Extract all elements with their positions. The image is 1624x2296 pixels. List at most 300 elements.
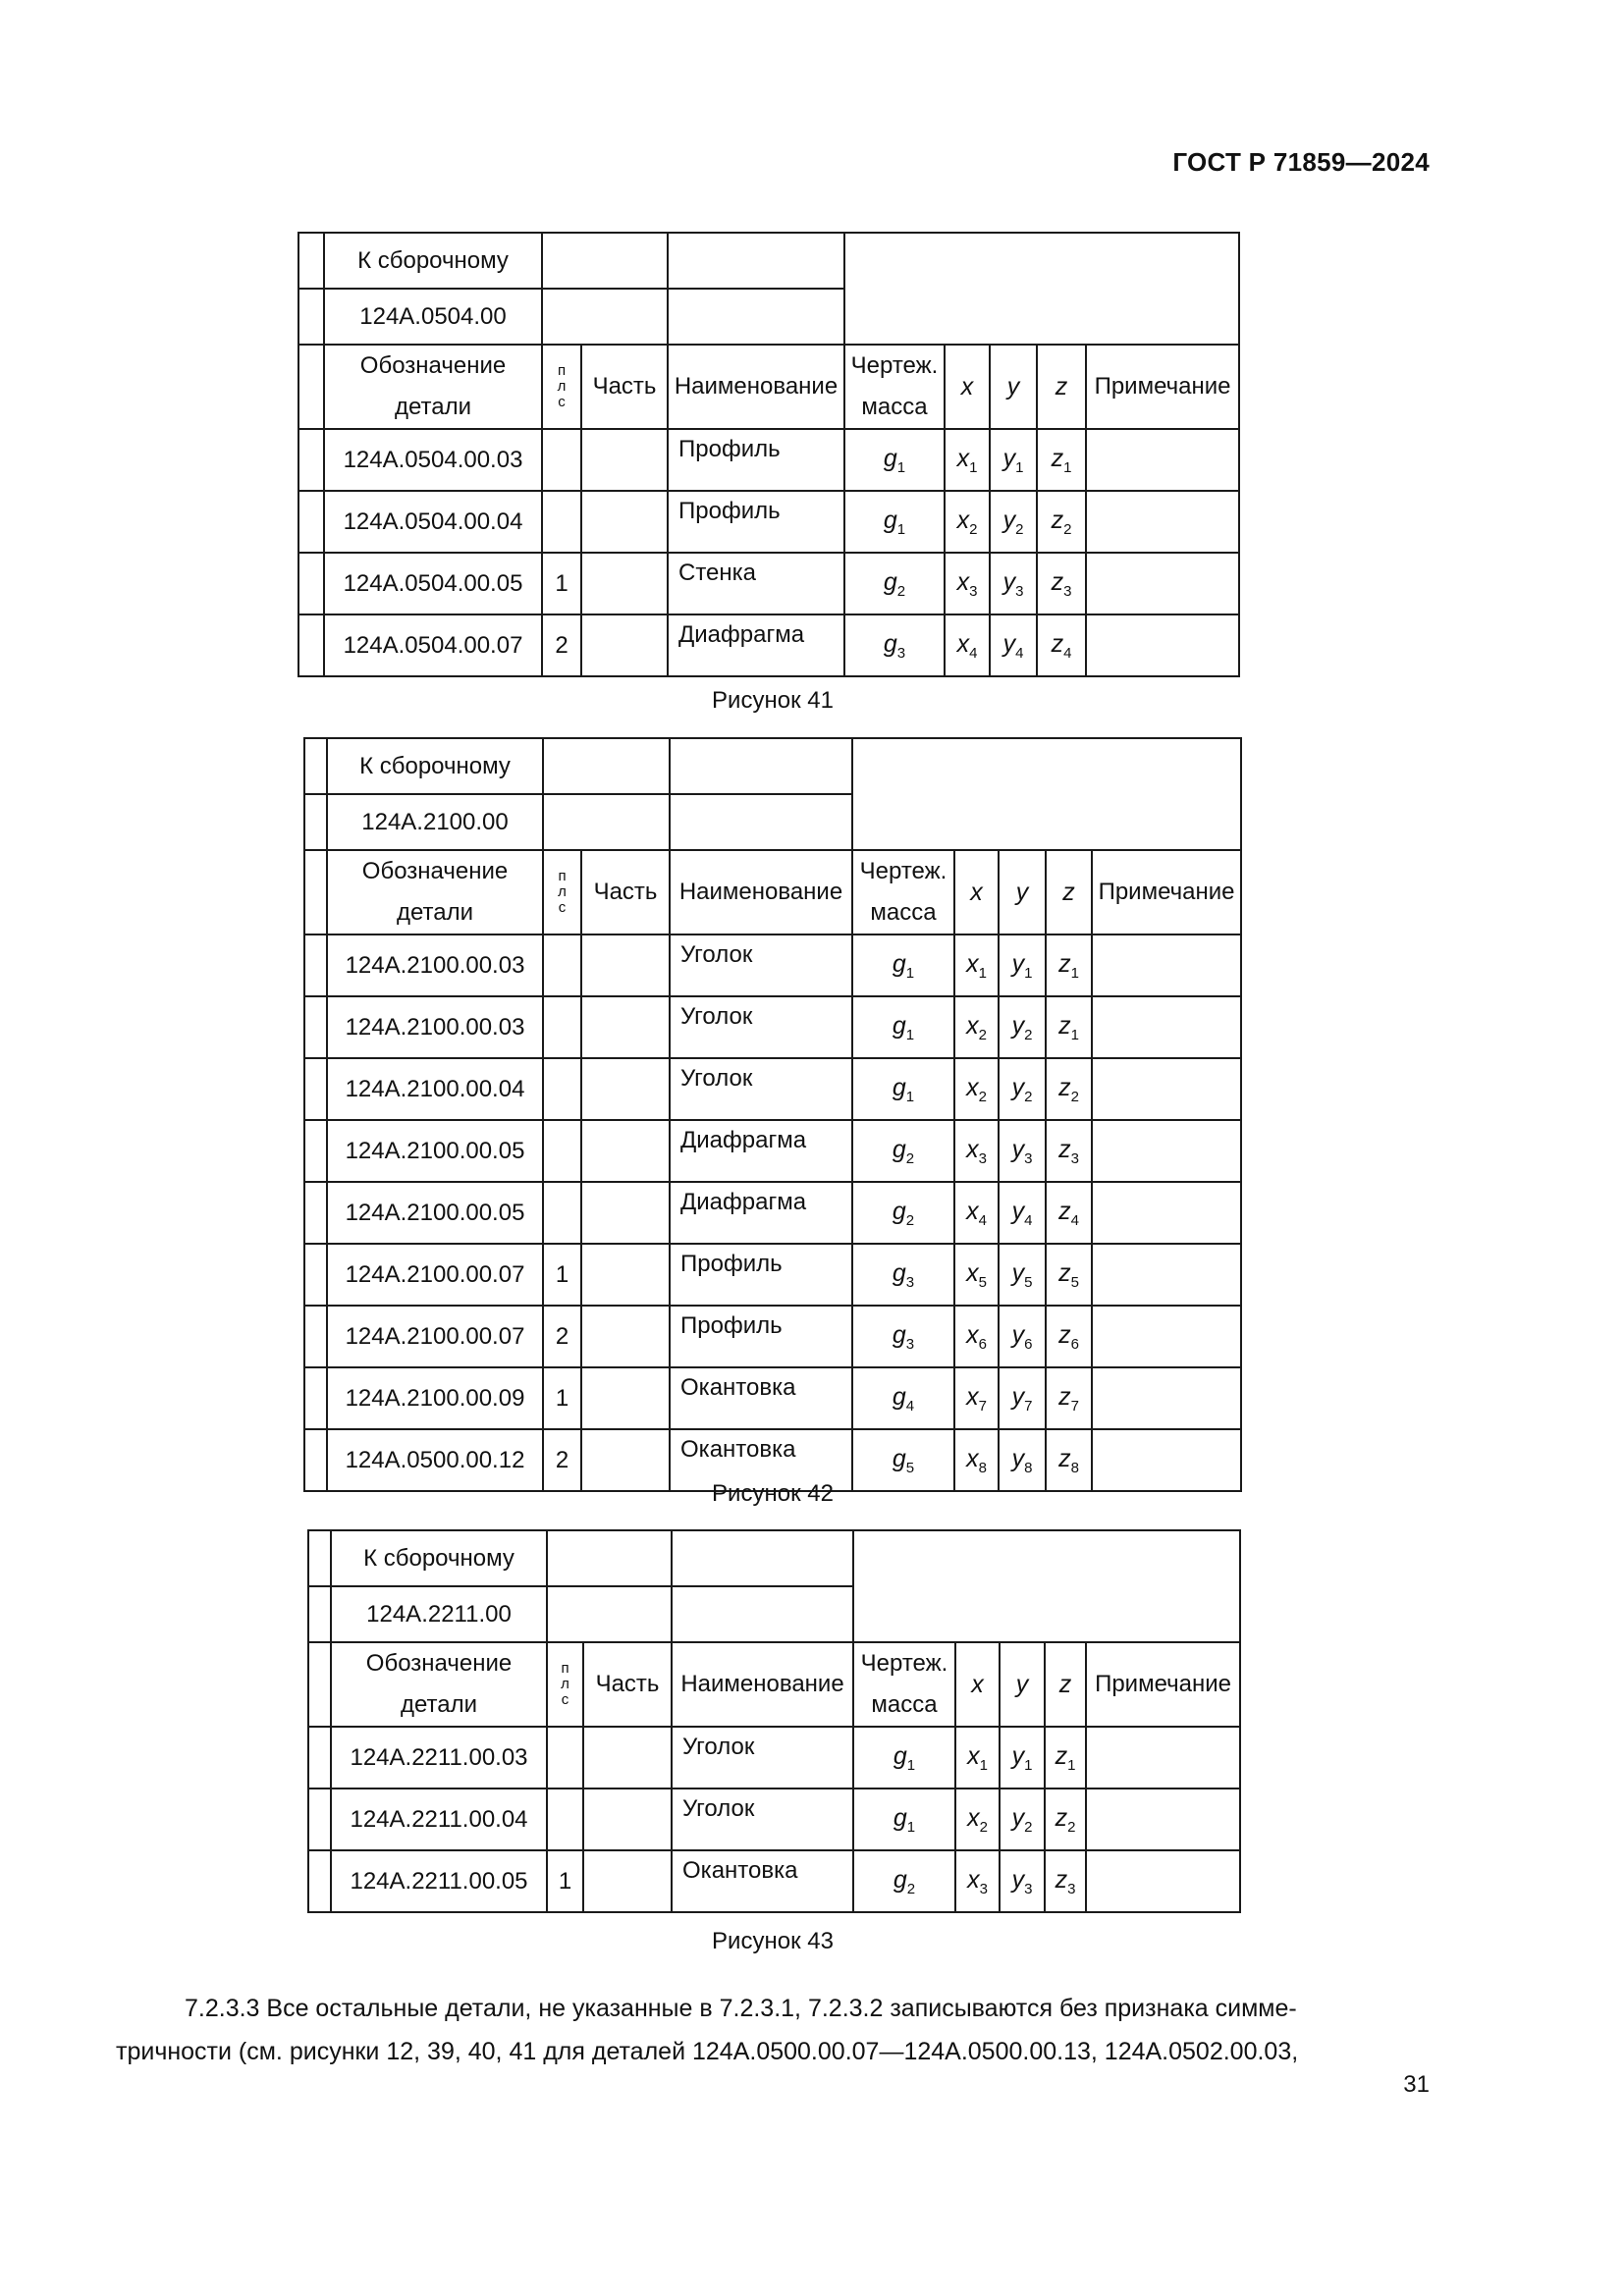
part-cell [581, 491, 668, 553]
designation-cell: 124А.2100.00.05 [327, 1182, 543, 1244]
pls-cell: 1 [547, 1850, 583, 1912]
empty-cell [543, 794, 670, 850]
header-pls [542, 345, 581, 429]
figure-caption-1: Рисунок 41 [712, 687, 834, 714]
empty-block [844, 233, 1239, 345]
name-cell: Уголок [670, 934, 852, 996]
header-pls-letter: с [558, 899, 567, 916]
header-designation-line-1: Обозначение [359, 352, 507, 379]
x-cell-index: 6 [978, 1335, 987, 1353]
name-cell: Диафрагма [670, 1182, 852, 1244]
pls-cell [543, 1120, 581, 1182]
pls-cell [542, 429, 581, 491]
table-row [298, 491, 1239, 553]
y-cell-index: 3 [1024, 1149, 1033, 1167]
empty-cell [670, 738, 852, 794]
empty-block [853, 1530, 1240, 1642]
table-row [298, 553, 1239, 614]
empty-cell [668, 233, 844, 289]
header-designation-line-1: Обозначение [361, 858, 509, 884]
designation-cell: 124А.2100.00.07 [327, 1306, 543, 1367]
mass-cell: $g_1$ [852, 1058, 954, 1120]
z-cell: $z_6$ [1046, 1306, 1092, 1367]
header-pls-letter: п [557, 362, 567, 379]
part-cell [581, 553, 668, 614]
z-cell-index: 3 [1067, 1880, 1076, 1897]
z-cell: $z_1$ [1045, 1727, 1086, 1789]
header-y: y [1000, 1642, 1045, 1727]
page-number: 31 [1403, 2071, 1430, 2098]
z-cell: $z_1$ [1037, 429, 1086, 491]
note-cell [1086, 1789, 1240, 1850]
mass-cell-index: 3 [896, 644, 906, 662]
x-cell: $x_1$ [945, 429, 990, 491]
z-cell: $z_4$ [1037, 614, 1086, 676]
margin-cell [298, 491, 324, 553]
margin-cell [304, 1306, 327, 1367]
name-cell: Диафрагма [670, 1120, 852, 1182]
mass-cell: $g_1$ [844, 429, 945, 491]
part-cell [581, 1120, 670, 1182]
header-part: Часть [581, 850, 670, 934]
z-cell: $z_8$ [1046, 1429, 1092, 1491]
mass-cell-index: 2 [905, 1149, 915, 1167]
figure-table-1 [298, 232, 1240, 677]
y-cell-index: 1 [1024, 964, 1033, 982]
assembly-code: 124А.0504.00 [324, 289, 542, 345]
margin-cell [298, 429, 324, 491]
y-cell-index: 2 [1024, 1818, 1033, 1836]
part-cell [581, 614, 668, 676]
designation-cell: 124А.0504.00.04 [324, 491, 542, 553]
header-designation-line-1: Обозначение [365, 1650, 513, 1677]
note-cell [1092, 934, 1241, 996]
mass-cell-index: 3 [905, 1273, 915, 1291]
part-cell [583, 1727, 672, 1789]
margin-cell [298, 233, 324, 289]
designation-cell: 124А.2100.00.03 [327, 934, 543, 996]
pls-cell [543, 1182, 581, 1244]
header-part: Часть [583, 1642, 672, 1727]
margin-cell [308, 1727, 331, 1789]
margin-cell [304, 996, 327, 1058]
header-mass-line-2: масса [861, 394, 928, 420]
note-cell [1092, 1058, 1241, 1120]
table-row [304, 1182, 1241, 1244]
z-cell: $z_7$ [1046, 1367, 1092, 1429]
header-designation [327, 850, 543, 934]
part-cell [581, 429, 668, 491]
empty-cell [542, 233, 668, 289]
pls-cell [543, 996, 581, 1058]
paragraph-line-1: 7.2.3.3 Все остальные детали, не указанные в 7.2.3.1, 7.2.3.2 записываются без признака симме- [185, 1995, 1297, 2022]
header-mass [844, 345, 945, 429]
header-pls-letter: с [558, 394, 566, 410]
table-row [298, 429, 1239, 491]
pls-cell: 1 [543, 1244, 581, 1306]
empty-cell [668, 289, 844, 345]
x-cell-index: 2 [969, 520, 978, 538]
assembly-label-row [298, 233, 1239, 289]
mass-cell: $g_1$ [853, 1727, 955, 1789]
name-cell: Окантовка [670, 1429, 852, 1491]
assembly-code: 124А.2211.00 [331, 1586, 547, 1642]
x-cell: $x_6$ [954, 1306, 999, 1367]
x-cell: $x_2$ [945, 491, 990, 553]
margin-cell [298, 614, 324, 676]
table-row [304, 1306, 1241, 1367]
x-cell: $x_8$ [954, 1429, 999, 1491]
z-cell-index: 1 [1067, 1756, 1076, 1774]
margin-cell [304, 1058, 327, 1120]
mass-cell: $g_1$ [852, 934, 954, 996]
part-cell [581, 996, 670, 1058]
table-row [308, 1850, 1240, 1912]
mass-cell: $g_2$ [844, 553, 945, 614]
name-cell: Профиль [668, 429, 844, 491]
mass-cell-index: 1 [906, 1756, 916, 1774]
designation-cell: 124А.2100.00.07 [327, 1244, 543, 1306]
y-cell: $y_7$ [999, 1367, 1046, 1429]
header-x: x [955, 1642, 1000, 1727]
assembly-code: 124А.2100.00 [327, 794, 543, 850]
y-cell-index: 7 [1024, 1397, 1033, 1415]
designation-cell: 124А.2100.00.09 [327, 1367, 543, 1429]
margin-cell [304, 1367, 327, 1429]
mass-cell: $g_5$ [852, 1429, 954, 1491]
z-cell-index: 8 [1070, 1459, 1079, 1476]
table-row [304, 996, 1241, 1058]
figure-caption-3: Рисунок 43 [712, 1928, 834, 1954]
pls-cell [542, 491, 581, 553]
mass-cell: $g_3$ [852, 1244, 954, 1306]
header-x: x [954, 850, 999, 934]
note-cell [1086, 491, 1239, 553]
mass-cell-index: 4 [905, 1397, 915, 1415]
x-cell-index: 1 [978, 964, 987, 982]
note-cell [1092, 1182, 1241, 1244]
table-row [308, 1727, 1240, 1789]
margin-cell [308, 1642, 331, 1727]
margin-cell [308, 1789, 331, 1850]
y-cell: $y_4$ [999, 1182, 1046, 1244]
header-pls-letter: л [557, 378, 567, 395]
mass-cell: $g_2$ [853, 1850, 955, 1912]
x-cell: $x_2$ [955, 1789, 1000, 1850]
z-cell-index: 2 [1070, 1088, 1079, 1105]
empty-cell [547, 1586, 672, 1642]
header-designation-line-2: детали [400, 1691, 478, 1718]
column-header-row [304, 850, 1241, 934]
z-cell-index: 4 [1063, 644, 1072, 662]
mass-cell-index: 2 [905, 1211, 915, 1229]
y-cell-index: 2 [1015, 520, 1024, 538]
document-header: ГОСТ Р 71859—2024 [1172, 147, 1430, 177]
header-mass-line-2: масса [870, 899, 937, 926]
x-cell-index: 1 [969, 458, 978, 476]
y-cell: $y_6$ [999, 1306, 1046, 1367]
z-cell-index: 5 [1070, 1273, 1079, 1291]
header-note: Примечание [1092, 850, 1241, 934]
part-cell [583, 1850, 672, 1912]
header-mass [852, 850, 954, 934]
name-cell: Профиль [670, 1244, 852, 1306]
y-cell: $y_3$ [999, 1120, 1046, 1182]
y-cell: $y_4$ [990, 614, 1037, 676]
x-cell: $x_2$ [954, 996, 999, 1058]
mass-cell: $g_1$ [844, 491, 945, 553]
designation-cell: 124А.2211.00.03 [331, 1727, 547, 1789]
name-cell: Уголок [672, 1727, 853, 1789]
header-pls-letter: с [561, 1691, 569, 1708]
mass-cell-index: 3 [905, 1335, 915, 1353]
assembly-label: К сборочному [331, 1530, 547, 1586]
z-cell: $z_3$ [1037, 553, 1086, 614]
margin-cell [304, 934, 327, 996]
x-cell-index: 4 [969, 644, 978, 662]
z-cell: $z_4$ [1046, 1182, 1092, 1244]
margin-cell [304, 738, 327, 794]
mass-cell-index: 1 [905, 1026, 915, 1043]
mass-cell: $g_1$ [853, 1789, 955, 1850]
z-cell: $z_2$ [1046, 1058, 1092, 1120]
assembly-label-row [304, 738, 1241, 794]
mass-cell: $g_4$ [852, 1367, 954, 1429]
z-cell: $z_2$ [1037, 491, 1086, 553]
header-part: Часть [581, 345, 668, 429]
part-cell [581, 1244, 670, 1306]
figure-caption-2: Рисунок 42 [712, 1480, 834, 1507]
z-cell-index: 6 [1070, 1335, 1079, 1353]
name-cell: Уголок [670, 1058, 852, 1120]
z-cell-index: 3 [1063, 582, 1072, 600]
pls-cell [547, 1727, 583, 1789]
header-mass [853, 1642, 955, 1727]
margin-cell [298, 553, 324, 614]
header-mass-line-1: Чертеж. [850, 352, 939, 379]
name-cell: Окантовка [670, 1367, 852, 1429]
note-cell [1086, 429, 1239, 491]
x-cell-index: 2 [978, 1088, 987, 1105]
name-cell: Диафрагма [668, 614, 844, 676]
header-designation [331, 1642, 547, 1727]
part-cell [581, 1306, 670, 1367]
z-cell-index: 1 [1070, 1026, 1079, 1043]
mass-cell: $g_3$ [852, 1306, 954, 1367]
pls-cell [543, 934, 581, 996]
table-row [304, 1120, 1241, 1182]
assembly-label: К сборочному [327, 738, 543, 794]
pls-cell: 2 [542, 614, 581, 676]
z-cell: $z_3$ [1046, 1120, 1092, 1182]
name-cell: Уголок [670, 996, 852, 1058]
y-cell: $y_2$ [1000, 1789, 1045, 1850]
paragraph-line-2: тричности (см. рисунки 12, 39, 40, 41 для деталей 124А.0500.00.07—124А.0500.00.13, 124А.0502.00.03, [116, 2038, 1299, 2065]
y-cell-index: 1 [1015, 458, 1024, 476]
header-x: x [945, 345, 990, 429]
table-row [304, 1367, 1241, 1429]
header-z: z [1046, 850, 1092, 934]
y-cell: $y_3$ [990, 553, 1037, 614]
note-cell [1092, 1244, 1241, 1306]
header-mass-line-2: масса [871, 1691, 938, 1718]
y-cell-index: 2 [1024, 1088, 1033, 1105]
paragraph-7-2-3-3 [116, 1987, 1432, 2073]
x-cell-index: 4 [978, 1211, 987, 1229]
empty-cell [543, 738, 670, 794]
mass-cell: $g_3$ [844, 614, 945, 676]
y-cell-index: 5 [1024, 1273, 1033, 1291]
mass-cell-index: 1 [905, 964, 915, 982]
y-cell-index: 6 [1024, 1335, 1033, 1353]
y-cell-index: 4 [1024, 1211, 1033, 1229]
margin-cell [298, 289, 324, 345]
mass-cell: $g_2$ [852, 1182, 954, 1244]
y-cell-index: 3 [1024, 1880, 1033, 1897]
designation-cell: 124А.0500.00.12 [327, 1429, 543, 1491]
designation-cell: 124А.2100.00.05 [327, 1120, 543, 1182]
mass-cell-index: 2 [906, 1880, 916, 1897]
margin-cell [304, 794, 327, 850]
note-cell [1086, 1727, 1240, 1789]
header-y: y [990, 345, 1037, 429]
margin-cell [308, 1530, 331, 1586]
y-cell: $y_2$ [999, 1058, 1046, 1120]
z-cell-index: 2 [1063, 520, 1072, 538]
y-cell-index: 3 [1015, 582, 1024, 600]
note-cell [1092, 1367, 1241, 1429]
x-cell-index: 1 [979, 1756, 988, 1774]
y-cell: $y_1$ [999, 934, 1046, 996]
designation-cell: 124А.2100.00.04 [327, 1058, 543, 1120]
y-cell: $y_2$ [999, 996, 1046, 1058]
part-cell [583, 1789, 672, 1850]
mass-cell-index: 1 [906, 1818, 916, 1836]
y-cell-index: 2 [1024, 1026, 1033, 1043]
assembly-label: К сборочному [324, 233, 542, 289]
z-cell: $z_1$ [1046, 996, 1092, 1058]
designation-cell: 124А.2211.00.05 [331, 1850, 547, 1912]
designation-cell: 124А.2100.00.03 [327, 996, 543, 1058]
x-cell-index: 3 [979, 1880, 988, 1897]
z-cell: $z_3$ [1045, 1850, 1086, 1912]
note-cell [1092, 1120, 1241, 1182]
pls-cell: 1 [543, 1367, 581, 1429]
table-row [308, 1789, 1240, 1850]
column-header-row [308, 1642, 1240, 1727]
header-note: Примечание [1086, 345, 1239, 429]
y-cell-index: 4 [1015, 644, 1024, 662]
x-cell: $x_3$ [955, 1850, 1000, 1912]
z-cell: $z_2$ [1045, 1789, 1086, 1850]
note-cell [1086, 614, 1239, 676]
pls-cell: 2 [543, 1306, 581, 1367]
designation-cell: 124А.0504.00.07 [324, 614, 542, 676]
designation-cell: 124А.0504.00.05 [324, 553, 542, 614]
table-row [304, 1244, 1241, 1306]
mass-cell-index: 2 [896, 582, 906, 600]
header-name: Наименование [668, 345, 844, 429]
designation-cell: 124А.0504.00.03 [324, 429, 542, 491]
mass-cell-index: 1 [905, 1088, 915, 1105]
x-cell: $x_3$ [954, 1120, 999, 1182]
header-name: Наименование [672, 1642, 853, 1727]
header-note: Примечание [1086, 1642, 1240, 1727]
mass-cell: $g_2$ [852, 1120, 954, 1182]
name-cell: Профиль [668, 491, 844, 553]
x-cell-index: 5 [978, 1273, 987, 1291]
pls-cell [547, 1789, 583, 1850]
header-mass-line-1: Чертеж. [860, 1650, 948, 1677]
name-cell: Профиль [670, 1306, 852, 1367]
header-pls [547, 1642, 583, 1727]
z-cell: $z_1$ [1046, 934, 1092, 996]
table-row [298, 614, 1239, 676]
empty-cell [672, 1530, 853, 1586]
empty-cell [547, 1530, 672, 1586]
designation-cell: 124А.2211.00.04 [331, 1789, 547, 1850]
z-cell-index: 4 [1070, 1211, 1079, 1229]
empty-cell [672, 1586, 853, 1642]
x-cell-index: 3 [978, 1149, 987, 1167]
x-cell: $x_3$ [945, 553, 990, 614]
empty-block [852, 738, 1241, 850]
mass-cell-index: 1 [896, 458, 906, 476]
x-cell-index: 2 [978, 1026, 987, 1043]
x-cell-index: 2 [979, 1818, 988, 1836]
z-cell-index: 1 [1070, 964, 1079, 982]
x-cell: $x_4$ [954, 1182, 999, 1244]
x-cell: $x_2$ [954, 1058, 999, 1120]
table-row [304, 934, 1241, 996]
empty-cell [670, 794, 852, 850]
x-cell: $x_5$ [954, 1244, 999, 1306]
name-cell: Окантовка [672, 1850, 853, 1912]
header-z: z [1037, 345, 1086, 429]
x-cell-index: 3 [969, 582, 978, 600]
header-pls-letter: п [561, 1660, 569, 1677]
mass-cell-index: 5 [905, 1459, 915, 1476]
y-cell: $y_1$ [1000, 1727, 1045, 1789]
margin-cell [304, 1120, 327, 1182]
margin-cell [308, 1850, 331, 1912]
part-cell [581, 1367, 670, 1429]
figure-table-3 [307, 1529, 1241, 1913]
part-cell [581, 1058, 670, 1120]
header-pls [543, 850, 581, 934]
margin-cell [304, 1182, 327, 1244]
part-cell [581, 1182, 670, 1244]
y-cell: $y_1$ [990, 429, 1037, 491]
header-designation-line-2: детали [396, 899, 474, 926]
z-cell-index: 1 [1063, 458, 1072, 476]
pls-cell: 1 [542, 553, 581, 614]
note-cell [1092, 996, 1241, 1058]
pls-cell: 2 [543, 1429, 581, 1491]
mass-cell-index: 1 [896, 520, 906, 538]
header-pls-letter: л [561, 1676, 569, 1692]
assembly-label-row [308, 1530, 1240, 1586]
margin-cell [304, 1244, 327, 1306]
header-designation-line-2: детали [394, 394, 472, 420]
empty-cell [542, 289, 668, 345]
header-name: Наименование [670, 850, 852, 934]
header-z: z [1045, 1642, 1086, 1727]
x-cell: $x_7$ [954, 1367, 999, 1429]
part-cell [581, 934, 670, 996]
y-cell: $y_2$ [990, 491, 1037, 553]
margin-cell [304, 850, 327, 934]
